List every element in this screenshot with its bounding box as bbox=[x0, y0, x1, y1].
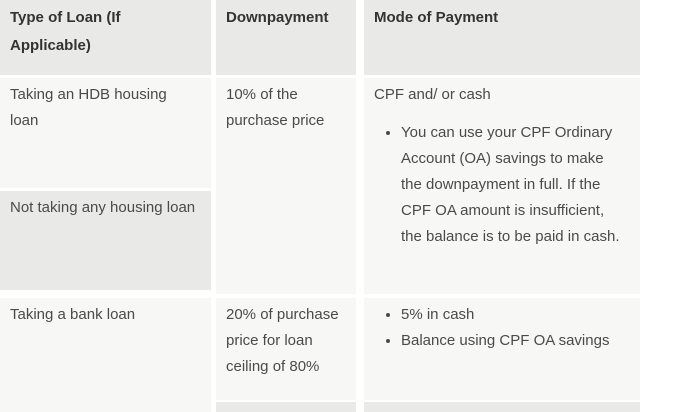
mode-of-payment-bank-bullet-cash: • 5% in cash bbox=[401, 302, 626, 328]
downpayment-bank-text: 20% of purchase price for loan ceiling of 80% bbox=[226, 306, 339, 375]
cell-downpayment-hdb bbox=[216, 78, 356, 294]
header-mode-of-payment bbox=[364, 0, 640, 75]
cell-mode-of-payment-hdb bbox=[364, 78, 640, 294]
loan-type-bank-text: Taking a bank loan bbox=[10, 306, 136, 323]
header-downpayment bbox=[216, 0, 356, 75]
mode-of-payment-bank-list bbox=[374, 302, 626, 354]
cell-loan-type-bank bbox=[0, 298, 211, 412]
header-mode-of-payment-label: Mode of Payment bbox=[374, 9, 499, 26]
cell-loan-type-none bbox=[0, 191, 211, 290]
cell-mode-of-payment-bank bbox=[364, 298, 640, 400]
mode-of-payment-hdb-bullet: • You can use your CPF Ordinary Account (OA) savings to make the downpayment in full. If the CPF OA amount is insufficient, the balance is to be paid in cash. bbox=[401, 120, 626, 250]
loan-type-hdb-text: Taking an HDB housing loan bbox=[10, 86, 167, 129]
cell-downpayment-bank bbox=[216, 298, 356, 400]
header-downpayment-label: Downpayment bbox=[226, 9, 329, 26]
mode-of-payment-bank-bullet-cpf: • Balance using CPF OA savings bbox=[401, 328, 626, 354]
header-type-of-loan bbox=[0, 0, 211, 75]
header-type-of-loan-label: Type of Loan (If Applicable) bbox=[10, 9, 121, 54]
loan-type-none-text: Not taking any housing loan bbox=[10, 199, 196, 216]
cell-mode-of-payment-next-row-cutoff bbox=[364, 402, 640, 412]
downpayment-hdb-text: 10% of the purchase price bbox=[226, 86, 325, 129]
mode-of-payment-hdb-intro: CPF and/ or cash bbox=[374, 86, 491, 103]
mode-of-payment-hdb-list bbox=[374, 120, 626, 250]
cell-loan-type-hdb bbox=[0, 78, 211, 188]
cell-downpayment-next-row-cutoff bbox=[216, 402, 356, 412]
